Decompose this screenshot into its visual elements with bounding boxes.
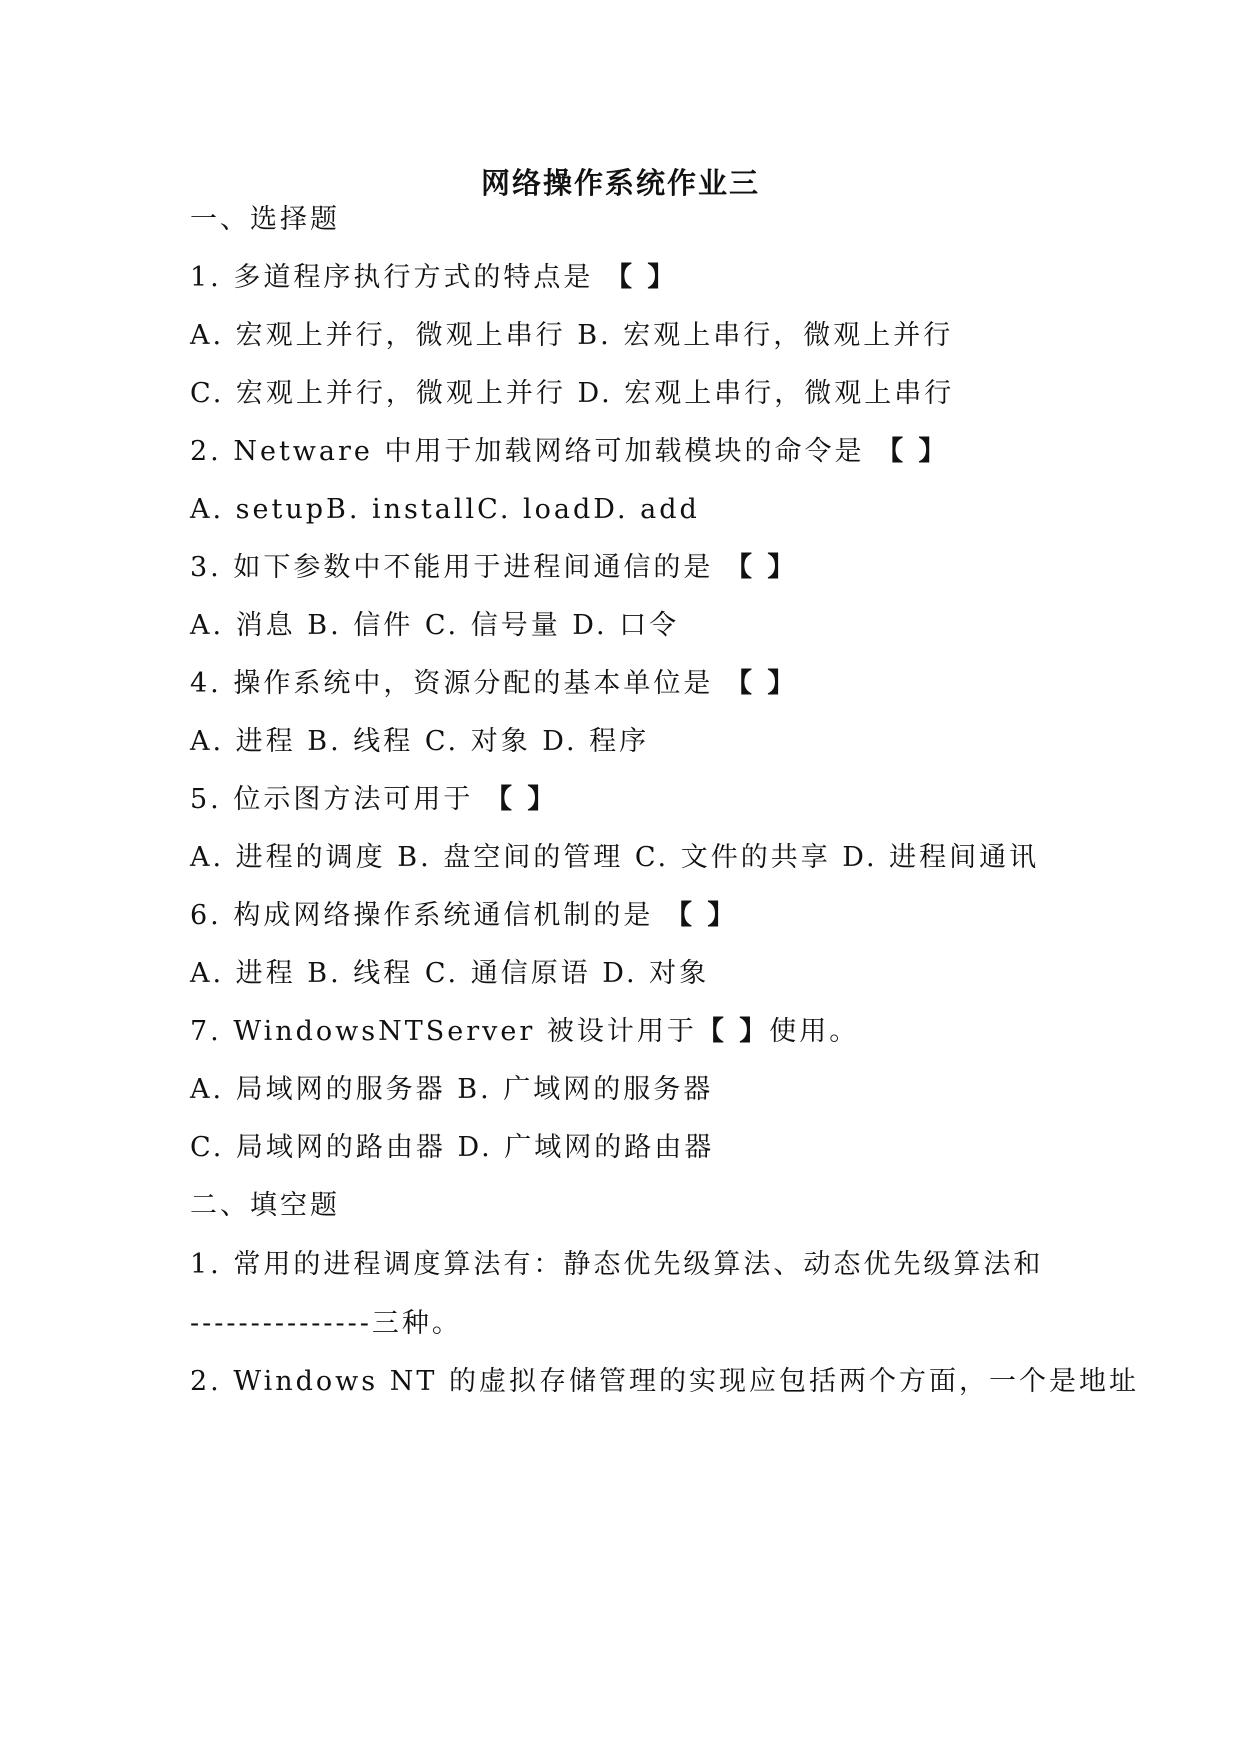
question-1-text: 1. 多道程序执行方式的特点是 xyxy=(190,262,594,293)
answer-bracket: 【 】 xyxy=(724,552,798,583)
answer-bracket: 【 】 xyxy=(604,262,678,293)
question-1-options-cd: C. 宏观上并行，微观上并行 D. 宏观上串行，微观上串行 xyxy=(190,378,955,409)
question-5-options: A. 进程的调度 B. 盘空间的管理 C. 文件的共享 D. 进程间通讯 xyxy=(190,842,1040,873)
answer-bracket: 【 】 xyxy=(876,436,949,467)
question-5-text: 5. 位示图方法可用于 xyxy=(190,784,474,815)
question-7-options-cd: C. 局域网的路由器 D. 广域网的路由器 xyxy=(190,1132,715,1163)
answer-bracket: 【 】 xyxy=(724,668,798,699)
fill-question-1-continued: ---------------三种。 xyxy=(190,1308,462,1339)
question-4 xyxy=(190,664,1070,704)
question-4-text: 4. 操作系统中，资源分配的基本单位是 xyxy=(190,668,714,699)
question-3-text: 3. 如下参数中不能用于进程间通信的是 xyxy=(190,552,714,583)
question-6 xyxy=(190,896,1070,936)
answer-bracket: 【 】 xyxy=(696,1016,770,1047)
question-6-text: 6. 构成网络操作系统通信机制的是 xyxy=(190,900,654,931)
question-2 xyxy=(190,432,1070,472)
question-3-options: A. 消息 B. 信件 C. 信号量 D. 口令 xyxy=(190,610,680,641)
question-2-text: 2. Netware 中用于加载网络可加载模块的命令是 xyxy=(190,436,865,467)
answer-bracket: 【 】 xyxy=(484,784,558,815)
question-7-suffix: 使用。 xyxy=(769,1016,860,1047)
question-2-options: A. setupB. installC. loadD. add xyxy=(190,494,700,525)
question-1-options-ab: A. 宏观上并行，微观上串行 B. 宏观上串行，微观上并行 xyxy=(190,320,954,351)
fill-question-1: 1. 常用的进程调度算法有：静态优先级算法、动态优先级算法和 xyxy=(190,1249,1044,1280)
question-7-options-ab: A. 局域网的服务器 B. 广域网的服务器 xyxy=(190,1074,714,1105)
question-4-options: A. 进程 B. 线程 C. 对象 D. 程序 xyxy=(190,726,650,757)
question-5 xyxy=(190,780,1070,820)
question-1 xyxy=(190,258,1070,298)
question-7 xyxy=(190,1012,1070,1052)
section-heading-choice: 一、选择题 xyxy=(190,204,340,235)
document-title: 网络操作系统作业三 xyxy=(480,166,760,200)
question-6-options: A. 进程 B. 线程 C. 通信原语 D. 对象 xyxy=(190,958,710,989)
answer-bracket: 【 】 xyxy=(664,900,738,931)
question-7-text: 7. WindowsNTServer 被设计用于 xyxy=(190,1016,697,1047)
section-heading-fill: 二、填空题 xyxy=(190,1190,340,1221)
question-3 xyxy=(190,548,1070,588)
fill-question-2: 2. Windows NT 的虚拟存储管理的实现应包括两个方面，一个是地址 xyxy=(190,1366,1139,1397)
